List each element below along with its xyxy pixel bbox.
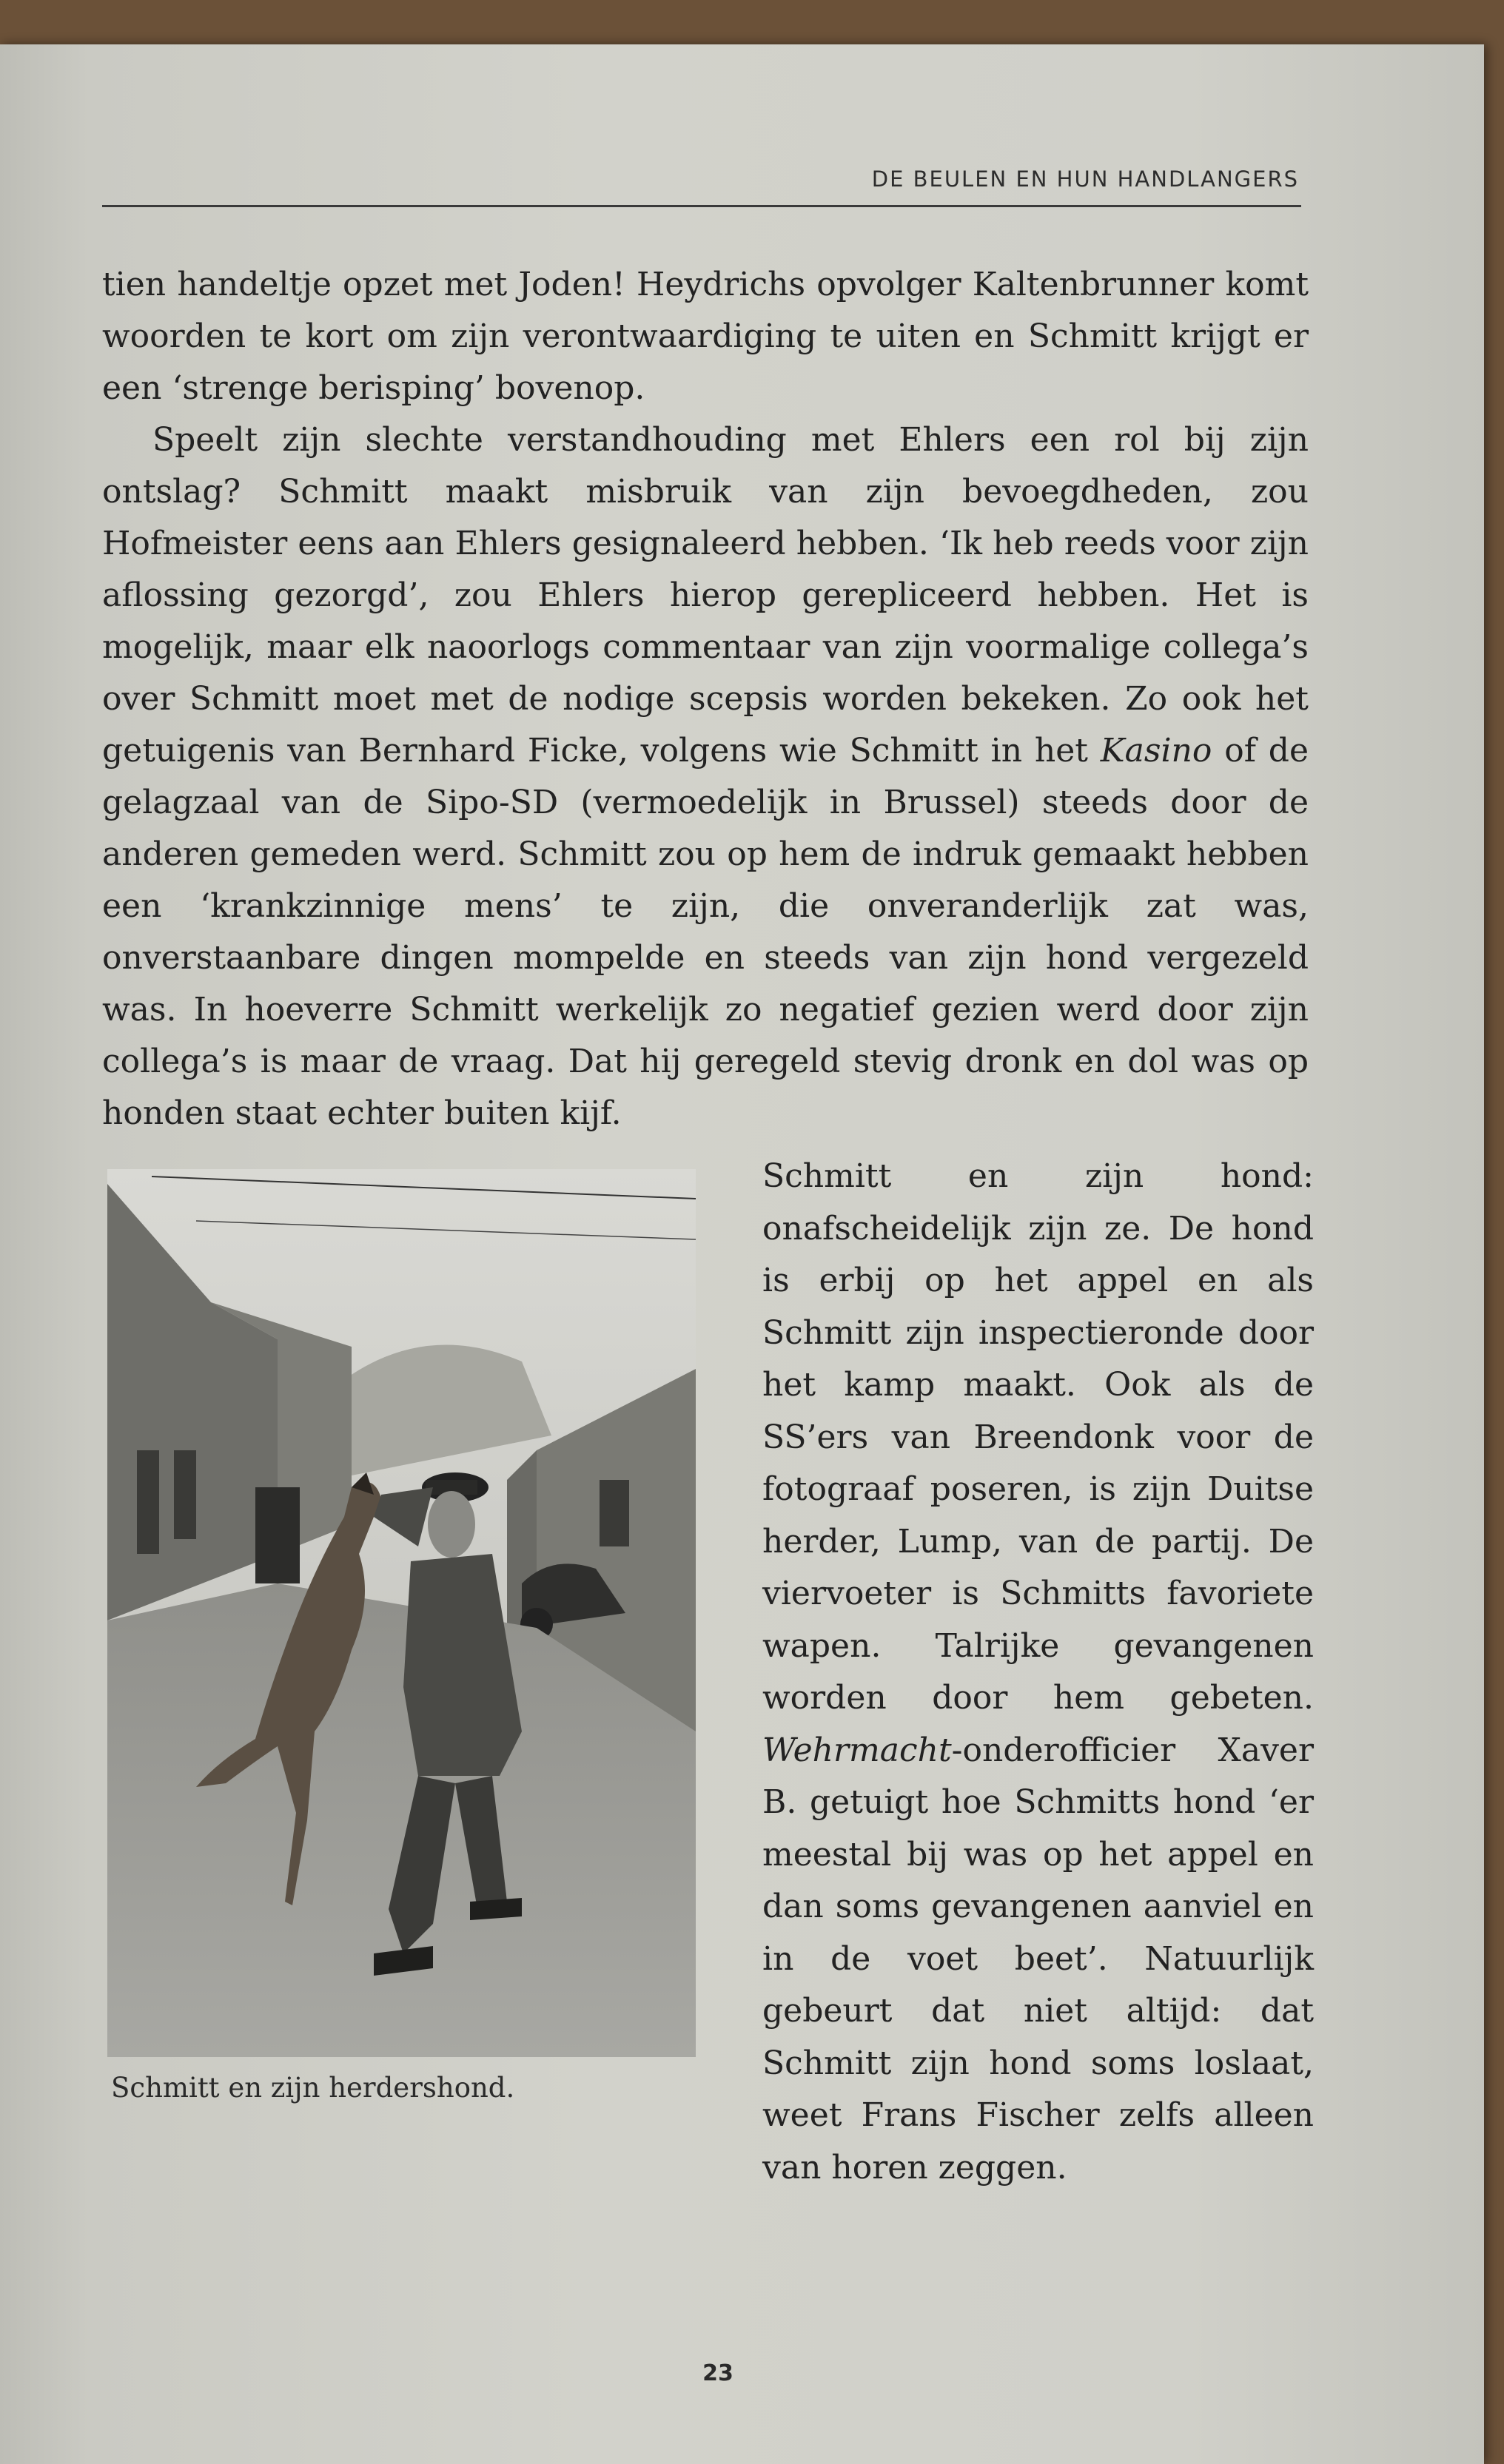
paragraph-2 bbox=[102, 414, 1309, 1140]
photo-schmitt-and-dog bbox=[107, 1169, 696, 2057]
paragraph-1: tien handeltje opzet met Joden! Heydrichs opvolger Kaltenbrunner komt woorden te kort om zijn verontwaardiging te uiten en Schmitt krijgt er een ‘strenge berisping’ bovenop. bbox=[102, 266, 1309, 407]
paragraph-2-part-b: of de gelagzaal van de Sipo-SD (vermoedelijk in Brussel) steeds door de anderen gemeden werd. Schmitt zou op hem de indruk gemaakt hebben een ‘krankzinnige mens’ te zijn, die onveranderlijk zat was, onverstaanbare dingen mompelde en steeds van zijn hond vergezeld was. In hoeverre Schmitt werkelijk zo negatief gezien werd door zijn collega’s is maar de vraag. Dat hij geregeld stevig dronk en dol was op honden staat echter buiten kijf. bbox=[102, 732, 1309, 1132]
kasino-italic: Kasino bbox=[1100, 732, 1212, 770]
book-page bbox=[0, 44, 1484, 2464]
side-part-b: -onderofficier Xaver B. getuigt hoe Schmitts hond ‘er meestal bij was op het appel en dan soms gevangenen aanviel en in de voet beet’. Natuurlijk gebeurt dat niet altijd: dat Schmitt zijn hond soms loslaat, weet Frans Fischer zelfs alleen van horen zeggen. bbox=[762, 1731, 1314, 2187]
side-paragraph bbox=[762, 1151, 1314, 2194]
photo-caption: Schmitt en zijn herdershond. bbox=[111, 2072, 515, 2104]
wehrmacht-italic: Wehrmacht bbox=[762, 1731, 952, 1769]
running-header: DE BEULEN EN HUN HANDLANGERS bbox=[871, 166, 1299, 192]
side-part-a: Schmitt en zijn hond: onafscheidelijk zijn ze. De hond is erbij op het appel en als Schmitt zijn inspectieronde door het kamp maakt. Ook als de SS’ers van Breendonk voor de fotograaf poseren, is zijn Duitse herder, Lump, van de partij. De viervoeter is Schmitts favoriete wapen. Talrijke gevangenen worden door hem gebeten. bbox=[762, 1157, 1314, 1717]
main-text bbox=[102, 259, 1309, 1140]
page-number: 23 bbox=[702, 2360, 733, 2386]
side-column-text bbox=[762, 1151, 1314, 2194]
paragraph-2-part-a: Speelt zijn slechte verstandhouding met Ehlers een rol bij zijn ontslag? Schmitt maakt misbruik van zijn bevoegdheden, zou Hofmeister eens aan Ehlers gesignaleerd hebben. ‘Ik heb reeds voor zijn aflossing gezorgd’, zou Ehlers hierop gerepliceerd hebben. Het is mogelijk, maar elk naoorlogs commentaar van zijn voormalige collega’s over Schmitt moet met de nodige scepsis worden bekeken. Zo ook het getuigenis van Bernhard Ficke, volgens wie Schmitt in het bbox=[102, 421, 1309, 770]
header-rule bbox=[102, 205, 1301, 207]
